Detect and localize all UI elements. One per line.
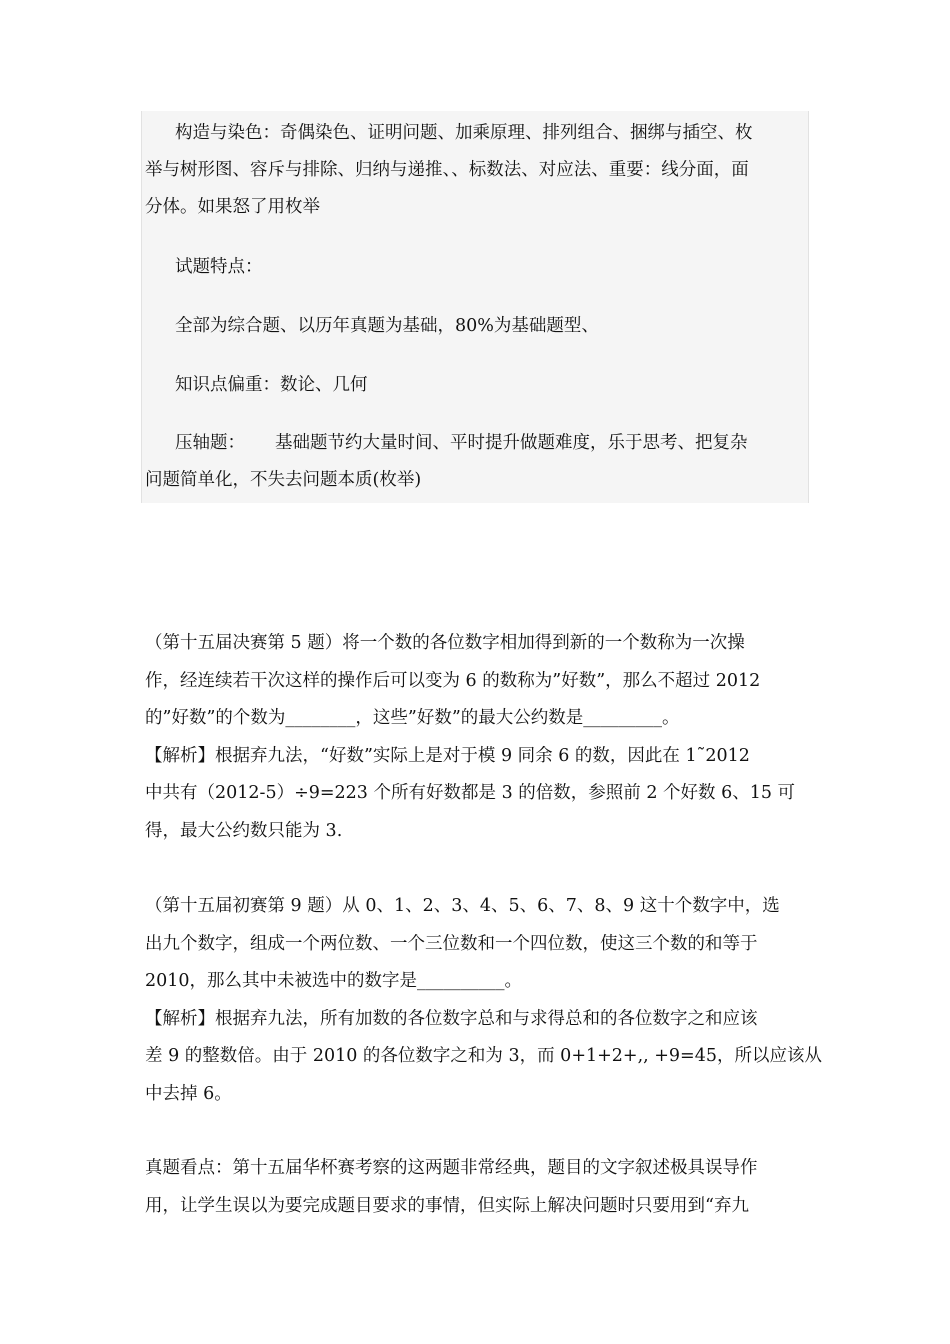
final-label: 压轴题： [175, 433, 245, 453]
text-line: （第十五届初赛第 9 题）从 0、1、2、3、4、5、6、7、8、9 这十个数字中，选 [145, 896, 780, 916]
solution-line: 【解析】根据弃九法，“好数”实际上是对于模 9 同余 6 的数，因此在 1˜2012 [145, 745, 750, 766]
solution-line: 【解析】根据弃九法，所有加数的各位数字总和与求得总和的各位数字之和应该 [145, 1008, 758, 1029]
solution-line: 差 9 的整数倍。由于 2010 的各位数字之和为 3，而 0+1+2+,, +9=45，所以应该从 [145, 1046, 822, 1066]
text-line [145, 425, 807, 462]
text-line: 举与树形图、容斥与排除、归纳与递推、、标数法、对应法、重要：线分面，面 [145, 160, 749, 180]
final-question-paragraph [145, 425, 807, 499]
text-line: 问题简单化，不失去问题本质(枚举) [145, 470, 422, 490]
focus-text: 知识点偏重：数论、几何 [175, 375, 368, 395]
construction-coloring-paragraph [145, 115, 807, 226]
text-line: 2010，那么其中未被选中的数字是__________。 [145, 971, 523, 991]
text-line: 用，让学生误以为要完成题目要求的事情，但实际上解决问题时只要用到“弃九 [145, 1195, 749, 1216]
text-line: 的”好数”的个数为________，这些”好数”的最大公约数是_________。 [145, 708, 680, 728]
solution-line: 中共有（2012-5）÷9=223 个所有好数都是 3 的倍数，参照前 2 个好数 6、15 可 [145, 783, 796, 803]
text-line: （第十五届决赛第 5 题）将一个数的各位数字相加得到新的一个数称为一次操 [145, 633, 745, 653]
text-line: 构造与染色：奇偶染色、证明问题、加乘原理、排列组合、捆绑与插空、枚 [175, 123, 753, 143]
text-line: 真题看点：第十五届华杯赛考察的这两题非常经典，题目的文字叙述极具误导作 [145, 1158, 758, 1178]
features-text: 全部为综合题、以历年真题为基础，80%为基础题型、 [175, 316, 599, 336]
commentary [145, 1150, 807, 1225]
text-line: 分体。如果怒了用枚举 [145, 197, 320, 217]
question-1 [145, 625, 807, 850]
text-line: 出九个数字，组成一个两位数、一个三位数和一个四位数，使这三个数的和等于 [145, 933, 758, 954]
text-line: 作，经连续若干次这样的操作后可以变为 6 的数称为”好数”，那么不超过 2012 [145, 670, 761, 691]
solution-line: 得，最大公约数只能为 3. [145, 820, 343, 841]
final-text: 基础题节约大量时间、平时提升做题难度，乐于思考、把复杂 [275, 433, 748, 453]
features-label: 试题特点： [175, 257, 263, 277]
solution-line: 中去掉 6。 [145, 1083, 232, 1104]
question-2 [145, 888, 822, 1113]
